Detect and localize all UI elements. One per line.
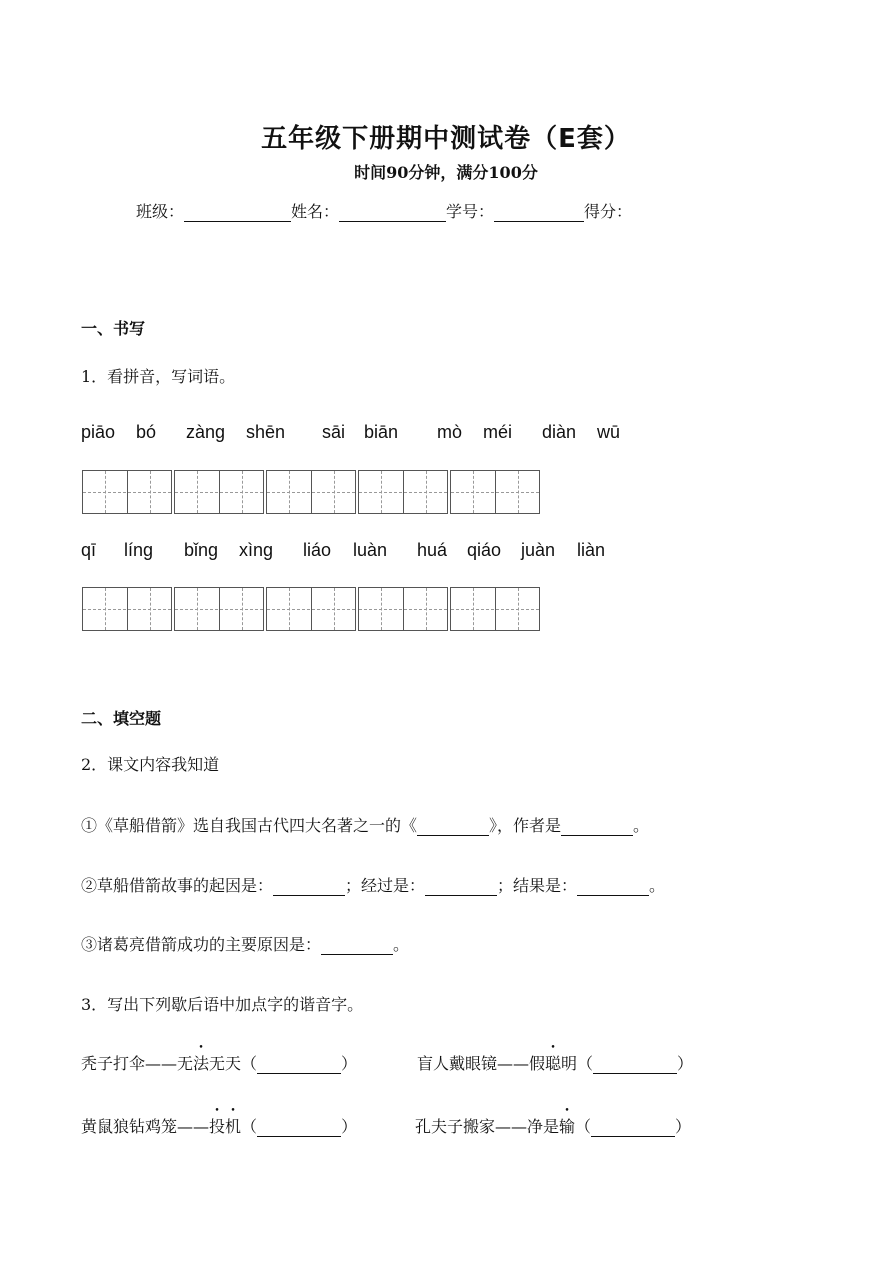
pinyin: liàn: [577, 540, 606, 560]
pinyin: xìng: [239, 540, 274, 560]
pinyin: diàn: [542, 422, 577, 442]
dotted-char: 投: [209, 1117, 226, 1136]
word-box[interactable]: [174, 587, 264, 631]
pinyin: qī: [81, 540, 97, 560]
class-field[interactable]: [184, 203, 291, 222]
word-box[interactable]: [358, 470, 448, 514]
xiehouyu-3: [81, 1114, 357, 1137]
page-subtitle: 时间90分钟，满分100分: [354, 163, 538, 182]
section-heading-fill: 二、填空题: [81, 709, 162, 728]
pinyin: mò: [437, 422, 463, 442]
blank-reason[interactable]: [321, 937, 393, 955]
blank-book-title[interactable]: [417, 818, 489, 836]
word-box[interactable]: [266, 470, 356, 514]
word-box[interactable]: [358, 587, 448, 631]
name-field[interactable]: [339, 203, 446, 222]
question-3: 3．写出下列歇后语中加点字的谐音字。: [81, 995, 364, 1014]
pinyin: liáo: [303, 540, 332, 560]
word-box[interactable]: [266, 587, 356, 631]
q2-1-text-b: 》，作者是: [489, 816, 562, 835]
blank-homophone-3[interactable]: [257, 1119, 341, 1137]
blank-homophone-4[interactable]: [591, 1119, 675, 1137]
word-box[interactable]: [450, 587, 540, 631]
q2-item-3: [81, 932, 409, 955]
x4-text-b: （: [575, 1117, 592, 1136]
q2-3-text-a: ③诸葛亮借箭成功的主要原因是：: [81, 935, 322, 954]
x2-text-b: 明（: [561, 1054, 594, 1073]
pinyin: bó: [136, 422, 157, 442]
blank-process[interactable]: [425, 878, 497, 896]
blank-cause[interactable]: [273, 878, 345, 896]
x1-text-c: ）: [341, 1054, 358, 1073]
q2-item-2: [81, 873, 665, 896]
pinyin: juàn: [521, 540, 556, 560]
class-label: 班级：: [136, 202, 185, 221]
dotted-char: 输: [559, 1117, 576, 1136]
pinyin: líng: [124, 540, 154, 560]
q2-2-text-b: ；经过是：: [345, 876, 426, 895]
pinyin: huá: [417, 540, 448, 560]
blank-homophone-1[interactable]: [257, 1056, 341, 1074]
score-label: 得分：: [584, 202, 633, 221]
q2-2-text-c: ；结果是：: [497, 876, 578, 895]
pinyin-row-1: [0, 422, 892, 446]
dotted-char: 聪: [545, 1054, 562, 1073]
q2-3-text-b: 。: [393, 935, 410, 954]
pinyin: qiáo: [467, 540, 502, 560]
word-box[interactable]: [82, 587, 172, 631]
x2-text-c: ）: [677, 1054, 694, 1073]
pinyin: wū: [597, 422, 621, 442]
question-1: 1．看拼音，写词语。: [81, 367, 236, 386]
pinyin: biān: [364, 422, 399, 442]
q2-item-1: [81, 813, 649, 836]
blank-result[interactable]: [577, 878, 649, 896]
id-field[interactable]: [494, 203, 584, 222]
x3-text-a: 黄鼠狼钻鸡笼——: [81, 1117, 210, 1136]
pinyin: sāi: [322, 422, 346, 442]
word-box[interactable]: [82, 470, 172, 514]
word-box[interactable]: [174, 470, 264, 514]
blank-author[interactable]: [561, 818, 633, 836]
x4-text-a: 孔夫子搬家——净是: [415, 1117, 560, 1136]
q2-1-text-c: 。: [633, 816, 650, 835]
pinyin: bǐng: [184, 540, 219, 560]
xiehouyu-4: [415, 1114, 691, 1137]
pinyin: shēn: [246, 422, 286, 442]
dotted-char: 机: [225, 1117, 242, 1136]
x2-text-a: 盲人戴眼镜——假: [417, 1054, 546, 1073]
x3-text-c: ）: [341, 1117, 358, 1136]
xiehouyu-2: [417, 1051, 693, 1074]
section-heading-writing: 一、书写: [81, 319, 146, 338]
pinyin: zàng: [186, 422, 226, 442]
page-title: 五年级下册期中测试卷（E套）: [261, 124, 631, 154]
dotted-char: 法: [193, 1054, 210, 1073]
x1-text-b: 无天（: [209, 1054, 258, 1073]
q2-1-text-a: ①《草船借箭》选自我国古代四大名著之一的《: [81, 816, 418, 835]
word-box[interactable]: [450, 470, 540, 514]
q2-2-text-d: 。: [649, 876, 666, 895]
pinyin: piāo: [81, 422, 116, 442]
name-label: 姓名：: [291, 202, 340, 221]
x1-text-a: 秃子打伞——无: [81, 1054, 194, 1073]
x3-text-b: （: [241, 1117, 258, 1136]
q2-2-text-a: ②草船借箭故事的起因是：: [81, 876, 274, 895]
pinyin: méi: [483, 422, 513, 442]
pinyin-row-2: [0, 540, 892, 564]
blank-homophone-2[interactable]: [593, 1056, 677, 1074]
xiehouyu-1: [81, 1051, 357, 1074]
x4-text-c: ）: [675, 1117, 692, 1136]
student-info-line: [136, 199, 632, 222]
id-label: 学号：: [446, 202, 495, 221]
pinyin: luàn: [353, 540, 388, 560]
question-2: 2．课文内容我知道: [81, 755, 220, 774]
